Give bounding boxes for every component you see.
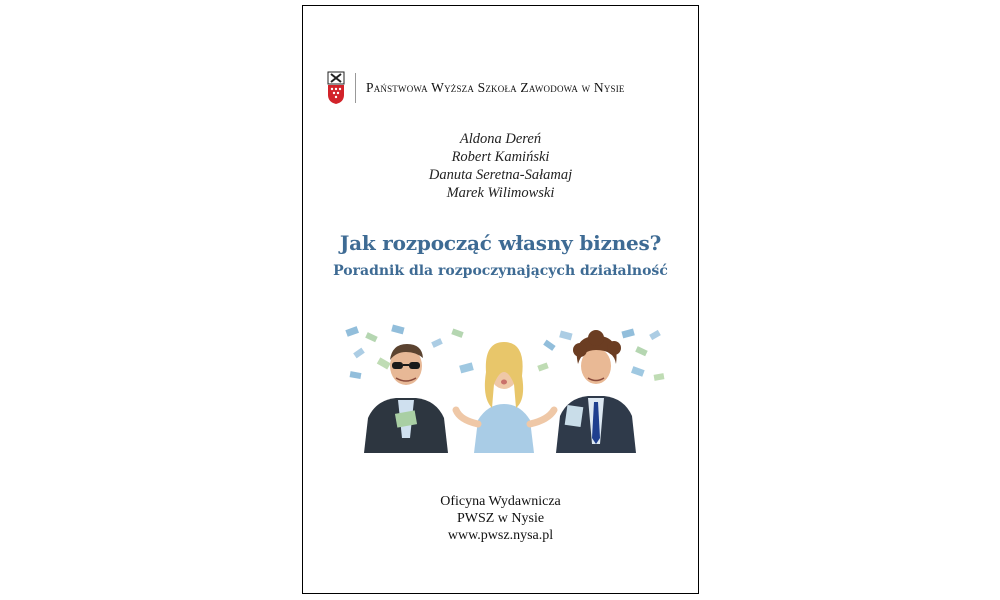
cover-header — [327, 70, 625, 106]
author-name: Robert Kamiński — [451, 149, 550, 165]
author-name: Marek Wilimowski — [446, 185, 555, 201]
cover-photo — [332, 320, 672, 453]
header-divider — [355, 73, 356, 103]
publisher-name: Oficyna Wydawnicza — [440, 494, 561, 509]
school-name: Państwowa Wyższa Szkoła Zawodowa w Nysie — [366, 80, 625, 95]
author-name: Danuta Seretna-Sałamaj — [428, 167, 573, 183]
three-people-money-icon — [332, 320, 672, 453]
publisher-school: PWSZ w Nysie — [456, 511, 545, 526]
authors-list — [303, 130, 698, 202]
book-cover — [302, 5, 699, 594]
crest-icon — [327, 71, 345, 105]
book-subtitle: Poradnik dla rozpoczynających działalność — [333, 263, 668, 279]
book-title: Jak rozpocząć własny biznes? — [339, 231, 662, 255]
publisher-info — [303, 493, 698, 544]
author-name: Aldona Dereń — [459, 131, 542, 147]
publisher-website: www.pwsz.nysa.pl — [447, 528, 554, 543]
